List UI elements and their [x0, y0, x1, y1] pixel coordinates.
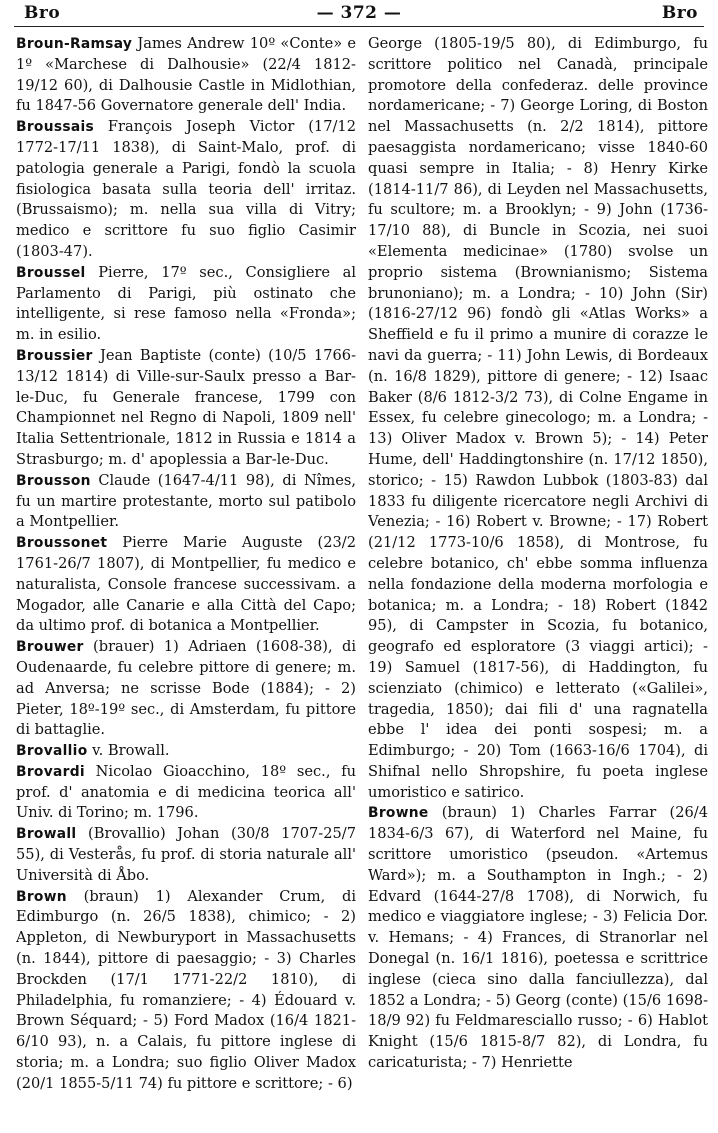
entry-text: George (1805-19/5 80), di Edimburgo, fu scrittore politico nel Canadà, principale promotore della confederaz. delle province nordamericane; - 7) George Loring, di Boston nel Massachusetts (n. 2/2 1814), pittore paesaggista nordamericano; visse 1840-60 quasi sempre in Italia; - 8) Henry Kirke (1814-11/7 86), di Leyden nel Massachusetts, fu scultore; m. a Brooklyn; - 9) John (1736-17/10 88), di Buncle in Scozia, nei suoi «Elementa medicinae» (1780) svolse un proprio sistema (Brownianismo; Sistema brunoniano); m. a Londra; - 10) John (Sir) (1816-27/12 96) fondò gli «Atlas Works» a Sheffield e fu il primo a munire di corazze le navi da guerra; - 11) John Lewis, di Bordeaux (n. 16/8 1829), pittore di genere; - 12) Isaac Baker (8/6 1812-3/2 73), di Colne Engame in Essex, fu celebre ginecologo; m. a Londra; - 13) Oliver Madox v. Brown 5); - 14) Peter Hume, dell' Haddingtonshire (n. 17/12 1850), storico; - 15) Rawdon Lubbok (1803-83) dal 1833 fu diligente ricercatore negli Archivi di Venezia; - 16) Robert v. Browne; - 17) Robert (21/12 1773-10/6 1858), di Montrose, fu celebre botanico, ch' ebbe somma influenza nella fondazione della moderna morfologia e botanica; m. a Londra; - 18) Robert (1842 95), di Campster in Scozia, fu botanico, geografo ed esploratore (3 viaggi artici); - 19) Samuel (1817-56), di Haddington, fu scienziato (chimico) e letterato («Galilei», tragedia, 1850); dai fili d' una ragnatella ebbe l' idea dei ponti sospesi; m. a Edimburgo; - 20) Tom (1663-16/6 1704), di Shifnal nello Shropshire, fu poeta inglese umoristico e satirico. — [368, 35, 708, 801]
right-column — [368, 34, 708, 1129]
entry-text: (Brovallio) Johan (30/8 1707-25/7 55), di Vesterås, fu prof. di storia naturale all' Università di Åbo. — [16, 825, 356, 884]
entry-headword: Brovallio — [16, 743, 88, 760]
entry-headword: Brovardi — [16, 763, 85, 780]
entry-headword: Broussel — [16, 264, 86, 281]
header-left-guide-word: Bro — [24, 3, 61, 23]
entry-headword: Broussier — [16, 347, 93, 364]
entry-text: Claude (1647-4/11 98), di Nîmes, fu un martire protestante, morto sul patibolo a Montpellier. — [16, 471, 356, 531]
entry-text: Jean Baptiste (conte) (10/5 1766-13/12 1814) di Ville-sur-Saulx presso a Bar-le-Duc, fu Generale francese, 1799 con Championnet nel Regno di Napoli, 1809 nell' Italia Settentrionale, 1812 in Russia e 1814 a Strasburgo; m. d' apoplessia a Bar-le-Duc. — [16, 346, 356, 468]
entry-text: (braun) 1) Alexander Crum, di Edimburgo (n. 26/5 1838), chimico; - 2) Appleton, di Newburyport in Massachusetts (n. 1844), pittore di paesaggio; - 3) Charles Brockden (17/1 1771-22/2 1810), di Philadelphia, fu romanziere; - 4) Édouard v. Brown Séquard; - 5) Ford Madox (16/4 1821-6/10 93), n. a Calais, fu pittore inglese di storia; m. a Londra; suo figlio Oliver Madox (20/1 1855-5/11 74) fu pittore e scrittore; - 6) — [16, 887, 356, 1092]
entry-text: Pierre, 17º sec., Consigliere al Parlamento di Parigi, più ostinato che intelligente, si rese famoso nella «Fronda»; m. in esilio. — [16, 263, 356, 344]
entry-headword: Broun-Ramsay — [16, 36, 133, 52]
entry-headword: Broussonet — [16, 535, 108, 552]
entry-text: (braun) 1) Charles Farrar (26/4 1834-6/3 67), di Waterford nel Maine, fu scrittore umoristico (pseudon. «Artemus Ward»); m. a Southampton in Ingh.; - 2) Edvard (1644-27/8 1708), di Norwich, fu medico e viaggiatore inglese; - 3) Felicia Dor. v. Hemans; - 4) Frances, di Stranorlar nel Donegal (n. 16/1 1816), poetessa e scrittrice inglese (cieca sino dalla fanciullezza), dal 1852 a Londra; - 5) Georg (conte) (15/6 1698-18/9 92) fu Feldmaresciallo russo; - 6) Hablot Knight (15/6 1815-8/7 82), di Londra, fu caricaturista; - 7) Henriette — [368, 804, 708, 1072]
dictionary-entry — [16, 533, 356, 637]
dictionary-entry — [16, 263, 356, 346]
left-column — [16, 34, 356, 1129]
dictionary-entry — [368, 34, 708, 803]
entry-text: v. Browall. — [87, 742, 170, 760]
dictionary-entry — [16, 346, 356, 471]
entry-text: (brauer) 1) Adriaen (1608-38), di Oudenaarde, fu celebre pittore di genere; m. ad Anversa; ne scrisse Bode (1884); - 2) Pieter, 18º-19º sec., di Amsterdam, fu pittore di battaglie. — [16, 638, 356, 739]
entry-headword: Browne — [368, 805, 429, 822]
entry-headword: Brouwer — [16, 639, 84, 656]
entry-text: Pierre Marie Auguste (23/2 1761-26/7 1807), di Montpellier, fu medico e naturalista, Console francese successivam. a Mogador, alle Canarie e alla Città del Capo; da ultimo prof. di botanica a Montpellier. — [16, 534, 356, 635]
dictionary-entry — [16, 741, 356, 762]
entry-headword: Brown — [16, 888, 67, 905]
page-header — [0, 0, 718, 26]
header-right-guide-word: Bro — [661, 3, 698, 23]
page-number: — 372 — — [316, 3, 402, 23]
entry-text: François Joseph Victor (17/12 1772-17/11 1838), di Saint-Malo, prof. di patologia generale a Parigi, fondò la scuola fisiologica basata sulla teoria dell' irritaz. (Brussaismo); m. nella sua villa di Vitry; medico e scrittore fu suo figlio Casimir (1803-47). — [16, 118, 356, 260]
entry-text: Nicolao Gioacchino, 18º sec., fu prof. d' anatomia e di medicina teorica all' Univ. di Torino; m. 1796. — [16, 762, 356, 822]
dictionary-entry — [16, 887, 356, 1095]
dictionary-entry — [16, 762, 356, 824]
entry-text: James Andrew 10º «Conte» e 1º «Marchese di Dalhousie» (22/4 1812-19/12 60), di Dalhousie Castle in Midlothian, fu 1847-56 Governatore generale dell' India. — [16, 35, 356, 115]
dictionary-entry — [16, 824, 356, 886]
dictionary-entry — [16, 117, 356, 263]
dictionary-entry — [16, 34, 356, 117]
entry-headword: Brousson — [16, 472, 91, 489]
entry-headword: Broussais — [16, 119, 94, 136]
dictionary-entry — [368, 803, 708, 1073]
dictionary-entry — [16, 637, 356, 741]
entry-headword: Browall — [16, 826, 77, 843]
header-rule — [14, 26, 704, 27]
dictionary-entry — [16, 471, 356, 533]
